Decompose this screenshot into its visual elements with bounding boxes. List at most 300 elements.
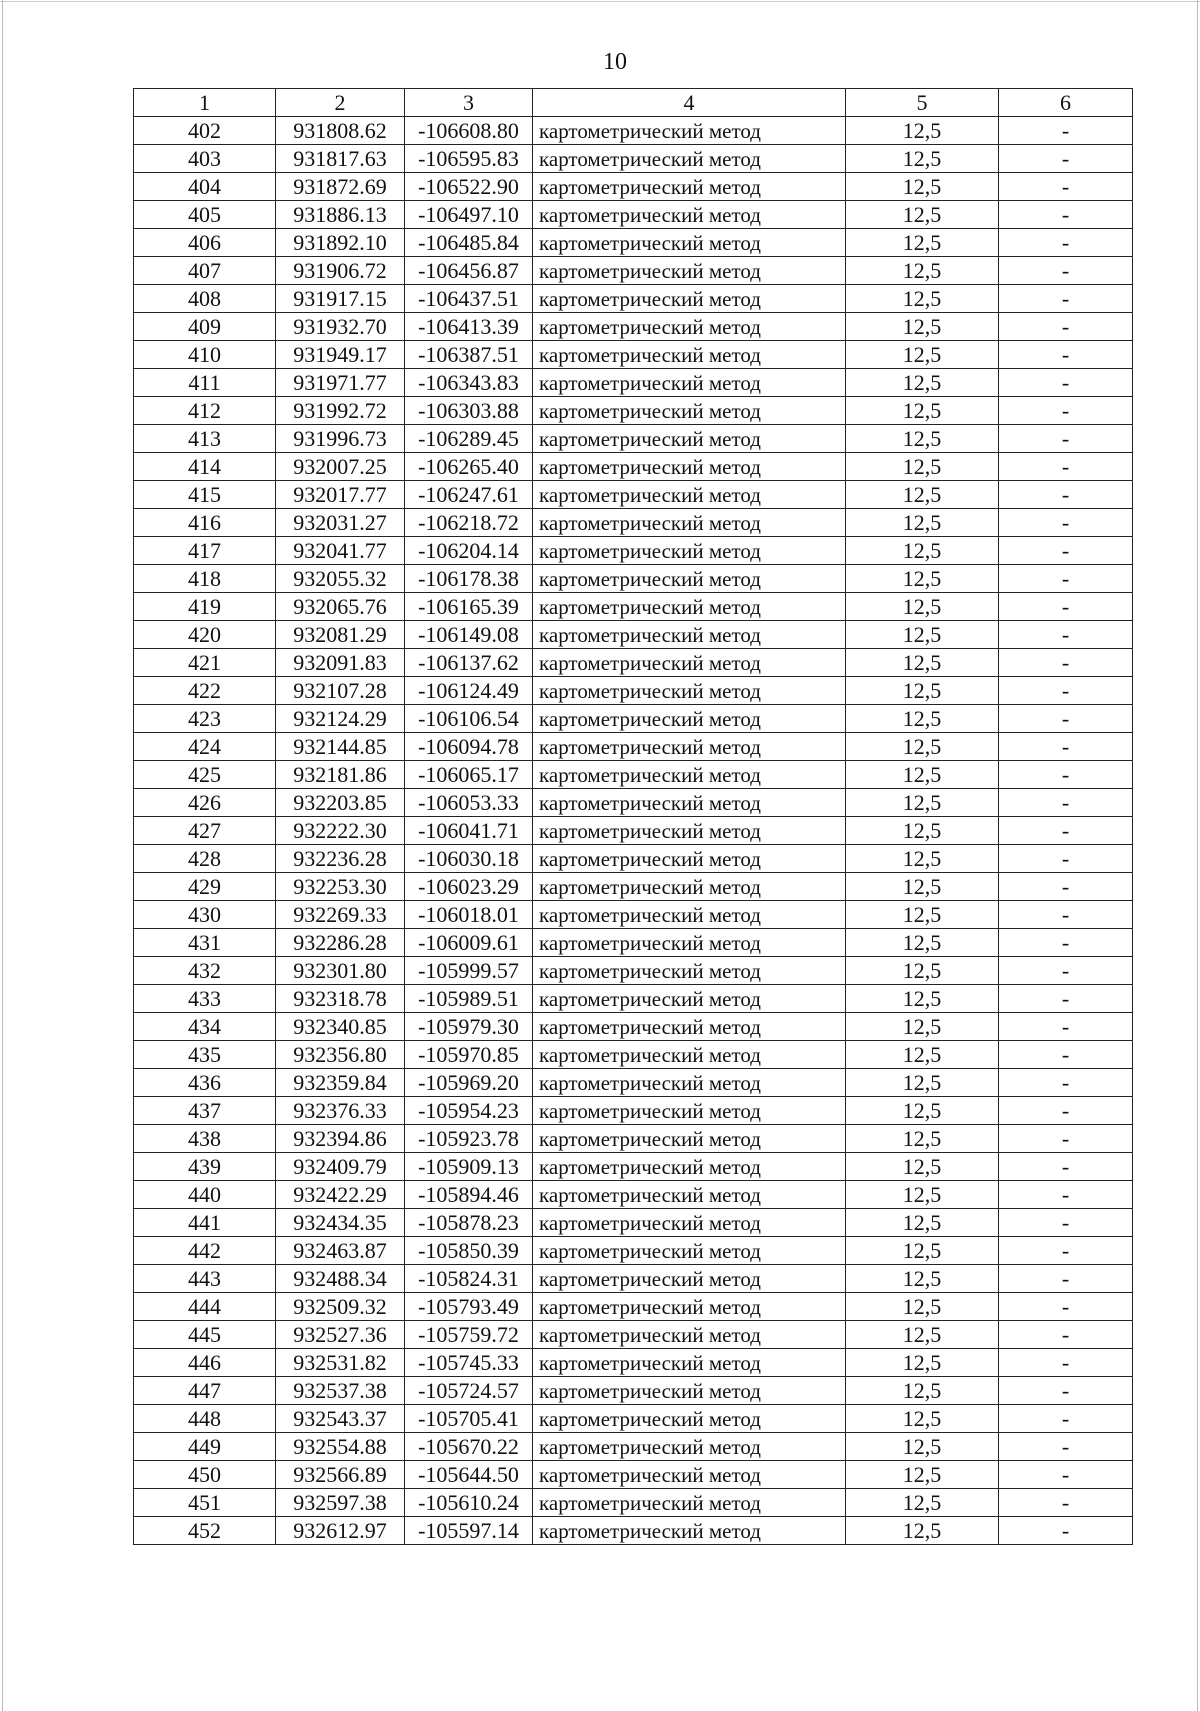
point-number-cell: 450 xyxy=(134,1461,276,1489)
table-row xyxy=(134,1489,1133,1517)
y-coordinate-cell: -106065.17 xyxy=(405,761,533,789)
x-coordinate-cell: 932007.25 xyxy=(276,453,405,481)
accuracy-cell: 12,5 xyxy=(846,1517,999,1545)
x-coordinate-cell: 932376.33 xyxy=(276,1097,405,1125)
accuracy-cell: 12,5 xyxy=(846,1069,999,1097)
method-cell: картометрический метод xyxy=(533,761,846,789)
y-coordinate-cell: -106165.39 xyxy=(405,593,533,621)
table-row xyxy=(134,789,1133,817)
table-row xyxy=(134,1433,1133,1461)
y-coordinate-cell: -105894.46 xyxy=(405,1181,533,1209)
method-cell: картометрический метод xyxy=(533,1237,846,1265)
y-coordinate-cell: -106009.61 xyxy=(405,929,533,957)
method-cell: картометрический метод xyxy=(533,1041,846,1069)
method-cell: картометрический метод xyxy=(533,1013,846,1041)
x-coordinate-cell: 932107.28 xyxy=(276,677,405,705)
accuracy-cell: 12,5 xyxy=(846,1377,999,1405)
note-cell: - xyxy=(999,1377,1133,1405)
x-coordinate-cell: 932543.37 xyxy=(276,1405,405,1433)
accuracy-cell: 12,5 xyxy=(846,1209,999,1237)
table-row xyxy=(134,565,1133,593)
x-coordinate-cell: 932612.97 xyxy=(276,1517,405,1545)
note-cell: - xyxy=(999,1321,1133,1349)
y-coordinate-cell: -106149.08 xyxy=(405,621,533,649)
table-row xyxy=(134,1265,1133,1293)
note-cell: - xyxy=(999,313,1133,341)
table-row xyxy=(134,1377,1133,1405)
x-coordinate-cell: 932269.33 xyxy=(276,901,405,929)
point-number-cell: 440 xyxy=(134,1181,276,1209)
point-number-cell: 432 xyxy=(134,957,276,985)
accuracy-cell: 12,5 xyxy=(846,677,999,705)
y-coordinate-cell: -105878.23 xyxy=(405,1209,533,1237)
point-number-cell: 409 xyxy=(134,313,276,341)
table-row xyxy=(134,173,1133,201)
table-row xyxy=(134,593,1133,621)
note-cell: - xyxy=(999,537,1133,565)
note-cell: - xyxy=(999,1069,1133,1097)
y-coordinate-cell: -105850.39 xyxy=(405,1237,533,1265)
x-coordinate-cell: 931932.70 xyxy=(276,313,405,341)
point-number-cell: 402 xyxy=(134,117,276,145)
column-header: 1 xyxy=(134,89,276,117)
y-coordinate-cell: -105724.57 xyxy=(405,1377,533,1405)
column-header: 6 xyxy=(999,89,1133,117)
note-cell: - xyxy=(999,985,1133,1013)
x-coordinate-cell: 932301.80 xyxy=(276,957,405,985)
note-cell: - xyxy=(999,929,1133,957)
x-coordinate-cell: 932091.83 xyxy=(276,649,405,677)
method-cell: картометрический метод xyxy=(533,1517,846,1545)
method-cell: картометрический метод xyxy=(533,789,846,817)
x-coordinate-cell: 932203.85 xyxy=(276,789,405,817)
method-cell: картометрический метод xyxy=(533,733,846,761)
y-coordinate-cell: -106137.62 xyxy=(405,649,533,677)
accuracy-cell: 12,5 xyxy=(846,845,999,873)
method-cell: картометрический метод xyxy=(533,985,846,1013)
table-row xyxy=(134,509,1133,537)
point-number-cell: 427 xyxy=(134,817,276,845)
point-number-cell: 445 xyxy=(134,1321,276,1349)
table-row xyxy=(134,313,1133,341)
table-row xyxy=(134,1349,1133,1377)
table-row xyxy=(134,845,1133,873)
point-number-cell: 408 xyxy=(134,285,276,313)
accuracy-cell: 12,5 xyxy=(846,929,999,957)
y-coordinate-cell: -106437.51 xyxy=(405,285,533,313)
x-coordinate-cell: 931906.72 xyxy=(276,257,405,285)
note-cell: - xyxy=(999,1237,1133,1265)
x-coordinate-cell: 932286.28 xyxy=(276,929,405,957)
point-number-cell: 406 xyxy=(134,229,276,257)
y-coordinate-cell: -106030.18 xyxy=(405,845,533,873)
y-coordinate-cell: -106456.87 xyxy=(405,257,533,285)
method-cell: картометрический метод xyxy=(533,285,846,313)
point-number-cell: 420 xyxy=(134,621,276,649)
x-coordinate-cell: 931886.13 xyxy=(276,201,405,229)
x-coordinate-cell: 931971.77 xyxy=(276,369,405,397)
table-row xyxy=(134,705,1133,733)
point-number-cell: 436 xyxy=(134,1069,276,1097)
y-coordinate-cell: -106106.54 xyxy=(405,705,533,733)
table-header-row xyxy=(134,89,1133,117)
y-coordinate-cell: -106041.71 xyxy=(405,817,533,845)
point-number-cell: 421 xyxy=(134,649,276,677)
table-row xyxy=(134,257,1133,285)
point-number-cell: 417 xyxy=(134,537,276,565)
method-cell: картометрический метод xyxy=(533,341,846,369)
point-number-cell: 448 xyxy=(134,1405,276,1433)
x-coordinate-cell: 932554.88 xyxy=(276,1433,405,1461)
note-cell: - xyxy=(999,621,1133,649)
method-cell: картометрический метод xyxy=(533,901,846,929)
point-number-cell: 405 xyxy=(134,201,276,229)
x-coordinate-cell: 932318.78 xyxy=(276,985,405,1013)
point-number-cell: 416 xyxy=(134,509,276,537)
accuracy-cell: 12,5 xyxy=(846,957,999,985)
method-cell: картометрический метод xyxy=(533,817,846,845)
accuracy-cell: 12,5 xyxy=(846,341,999,369)
accuracy-cell: 12,5 xyxy=(846,789,999,817)
point-number-cell: 449 xyxy=(134,1433,276,1461)
table-row xyxy=(134,901,1133,929)
accuracy-cell: 12,5 xyxy=(846,1265,999,1293)
method-cell: картометрический метод xyxy=(533,397,846,425)
table-row xyxy=(134,201,1133,229)
method-cell: картометрический метод xyxy=(533,1349,846,1377)
y-coordinate-cell: -106204.14 xyxy=(405,537,533,565)
note-cell: - xyxy=(999,1209,1133,1237)
method-cell: картометрический метод xyxy=(533,1293,846,1321)
accuracy-cell: 12,5 xyxy=(846,1489,999,1517)
point-number-cell: 424 xyxy=(134,733,276,761)
table-row xyxy=(134,1461,1133,1489)
method-cell: картометрический метод xyxy=(533,845,846,873)
point-number-cell: 442 xyxy=(134,1237,276,1265)
x-coordinate-cell: 932409.79 xyxy=(276,1153,405,1181)
note-cell: - xyxy=(999,1265,1133,1293)
accuracy-cell: 12,5 xyxy=(846,733,999,761)
method-cell: картометрический метод xyxy=(533,1265,846,1293)
point-number-cell: 452 xyxy=(134,1517,276,1545)
accuracy-cell: 12,5 xyxy=(846,705,999,733)
table-row xyxy=(134,873,1133,901)
x-coordinate-cell: 931872.69 xyxy=(276,173,405,201)
table-row xyxy=(134,1153,1133,1181)
column-header: 3 xyxy=(405,89,533,117)
method-cell: картометрический метод xyxy=(533,1433,846,1461)
note-cell: - xyxy=(999,565,1133,593)
note-cell: - xyxy=(999,257,1133,285)
note-cell: - xyxy=(999,957,1133,985)
y-coordinate-cell: -105970.85 xyxy=(405,1041,533,1069)
accuracy-cell: 12,5 xyxy=(846,1461,999,1489)
column-header: 2 xyxy=(276,89,405,117)
method-cell: картометрический метод xyxy=(533,537,846,565)
point-number-cell: 411 xyxy=(134,369,276,397)
y-coordinate-cell: -106053.33 xyxy=(405,789,533,817)
y-coordinate-cell: -106497.10 xyxy=(405,201,533,229)
table-row xyxy=(134,397,1133,425)
point-number-cell: 451 xyxy=(134,1489,276,1517)
note-cell: - xyxy=(999,453,1133,481)
table-row xyxy=(134,1209,1133,1237)
x-coordinate-cell: 932488.34 xyxy=(276,1265,405,1293)
y-coordinate-cell: -106018.01 xyxy=(405,901,533,929)
method-cell: картометрический метод xyxy=(533,1153,846,1181)
point-number-cell: 426 xyxy=(134,789,276,817)
accuracy-cell: 12,5 xyxy=(846,1321,999,1349)
y-coordinate-cell: -106094.78 xyxy=(405,733,533,761)
table-row xyxy=(134,1517,1133,1545)
accuracy-cell: 12,5 xyxy=(846,1041,999,1069)
y-coordinate-cell: -106387.51 xyxy=(405,341,533,369)
table-row xyxy=(134,1069,1133,1097)
x-coordinate-cell: 932222.30 xyxy=(276,817,405,845)
method-cell: картометрический метод xyxy=(533,621,846,649)
note-cell: - xyxy=(999,677,1133,705)
accuracy-cell: 12,5 xyxy=(846,1013,999,1041)
point-number-cell: 412 xyxy=(134,397,276,425)
note-cell: - xyxy=(999,425,1133,453)
x-coordinate-cell: 932434.35 xyxy=(276,1209,405,1237)
y-coordinate-cell: -106595.83 xyxy=(405,145,533,173)
y-coordinate-cell: -105909.13 xyxy=(405,1153,533,1181)
table-row xyxy=(134,1293,1133,1321)
accuracy-cell: 12,5 xyxy=(846,1125,999,1153)
x-coordinate-cell: 931992.72 xyxy=(276,397,405,425)
note-cell: - xyxy=(999,901,1133,929)
table-row xyxy=(134,285,1133,313)
note-cell: - xyxy=(999,229,1133,257)
accuracy-cell: 12,5 xyxy=(846,901,999,929)
point-number-cell: 419 xyxy=(134,593,276,621)
scan-top-edge xyxy=(0,1,1200,2)
method-cell: картометрический метод xyxy=(533,425,846,453)
y-coordinate-cell: -105989.51 xyxy=(405,985,533,1013)
y-coordinate-cell: -105969.20 xyxy=(405,1069,533,1097)
table-row xyxy=(134,985,1133,1013)
x-coordinate-cell: 931808.62 xyxy=(276,117,405,145)
accuracy-cell: 12,5 xyxy=(846,1097,999,1125)
note-cell: - xyxy=(999,593,1133,621)
table-row xyxy=(134,1097,1133,1125)
method-cell: картометрический метод xyxy=(533,229,846,257)
point-number-cell: 403 xyxy=(134,145,276,173)
note-cell: - xyxy=(999,173,1133,201)
table-row xyxy=(134,1041,1133,1069)
method-cell: картометрический метод xyxy=(533,1489,846,1517)
method-cell: картометрический метод xyxy=(533,1097,846,1125)
y-coordinate-cell: -105979.30 xyxy=(405,1013,533,1041)
point-number-cell: 414 xyxy=(134,453,276,481)
method-cell: картометрический метод xyxy=(533,173,846,201)
note-cell: - xyxy=(999,1293,1133,1321)
point-number-cell: 428 xyxy=(134,845,276,873)
x-coordinate-cell: 932236.28 xyxy=(276,845,405,873)
x-coordinate-cell: 932253.30 xyxy=(276,873,405,901)
accuracy-cell: 12,5 xyxy=(846,593,999,621)
accuracy-cell: 12,5 xyxy=(846,621,999,649)
scan-right-edge xyxy=(1197,0,1198,1711)
note-cell: - xyxy=(999,397,1133,425)
y-coordinate-cell: -105705.41 xyxy=(405,1405,533,1433)
accuracy-cell: 12,5 xyxy=(846,565,999,593)
y-coordinate-cell: -105759.72 xyxy=(405,1321,533,1349)
point-number-cell: 413 xyxy=(134,425,276,453)
y-coordinate-cell: -105745.33 xyxy=(405,1349,533,1377)
accuracy-cell: 12,5 xyxy=(846,173,999,201)
x-coordinate-cell: 932527.36 xyxy=(276,1321,405,1349)
table-row xyxy=(134,1405,1133,1433)
point-number-cell: 429 xyxy=(134,873,276,901)
table-row xyxy=(134,649,1133,677)
method-cell: картометрический метод xyxy=(533,1181,846,1209)
y-coordinate-cell: -105597.14 xyxy=(405,1517,533,1545)
y-coordinate-cell: -105923.78 xyxy=(405,1125,533,1153)
y-coordinate-cell: -106178.38 xyxy=(405,565,533,593)
accuracy-cell: 12,5 xyxy=(846,453,999,481)
note-cell: - xyxy=(999,117,1133,145)
note-cell: - xyxy=(999,1125,1133,1153)
y-coordinate-cell: -106522.90 xyxy=(405,173,533,201)
point-number-cell: 425 xyxy=(134,761,276,789)
table-row xyxy=(134,1237,1133,1265)
point-number-cell: 447 xyxy=(134,1377,276,1405)
accuracy-cell: 12,5 xyxy=(846,285,999,313)
coordinates-table xyxy=(133,88,1133,1545)
y-coordinate-cell: -106485.84 xyxy=(405,229,533,257)
method-cell: картометрический метод xyxy=(533,369,846,397)
point-number-cell: 404 xyxy=(134,173,276,201)
x-coordinate-cell: 932181.86 xyxy=(276,761,405,789)
y-coordinate-cell: -106303.88 xyxy=(405,397,533,425)
method-cell: картометрический метод xyxy=(533,1209,846,1237)
accuracy-cell: 12,5 xyxy=(846,985,999,1013)
accuracy-cell: 12,5 xyxy=(846,649,999,677)
y-coordinate-cell: -106265.40 xyxy=(405,453,533,481)
x-coordinate-cell: 932509.32 xyxy=(276,1293,405,1321)
y-coordinate-cell: -105824.31 xyxy=(405,1265,533,1293)
accuracy-cell: 12,5 xyxy=(846,1181,999,1209)
y-coordinate-cell: -106247.61 xyxy=(405,481,533,509)
point-number-cell: 407 xyxy=(134,257,276,285)
x-coordinate-cell: 932124.29 xyxy=(276,705,405,733)
table-row xyxy=(134,1125,1133,1153)
x-coordinate-cell: 932340.85 xyxy=(276,1013,405,1041)
method-cell: картометрический метод xyxy=(533,117,846,145)
method-cell: картометрический метод xyxy=(533,705,846,733)
note-cell: - xyxy=(999,285,1133,313)
method-cell: картометрический метод xyxy=(533,1377,846,1405)
method-cell: картометрический метод xyxy=(533,593,846,621)
note-cell: - xyxy=(999,817,1133,845)
table-row xyxy=(134,1013,1133,1041)
table-row xyxy=(134,537,1133,565)
scan-left-edge xyxy=(2,0,3,1711)
table-row xyxy=(134,481,1133,509)
x-coordinate-cell: 932537.38 xyxy=(276,1377,405,1405)
accuracy-cell: 12,5 xyxy=(846,145,999,173)
point-number-cell: 410 xyxy=(134,341,276,369)
point-number-cell: 433 xyxy=(134,985,276,1013)
method-cell: картометрический метод xyxy=(533,1405,846,1433)
note-cell: - xyxy=(999,1461,1133,1489)
note-cell: - xyxy=(999,1041,1133,1069)
method-cell: картометрический метод xyxy=(533,313,846,341)
table-row xyxy=(134,425,1133,453)
y-coordinate-cell: -106124.49 xyxy=(405,677,533,705)
table-row xyxy=(134,117,1133,145)
table-row xyxy=(134,957,1133,985)
accuracy-cell: 12,5 xyxy=(846,1405,999,1433)
accuracy-cell: 12,5 xyxy=(846,817,999,845)
table-row xyxy=(134,621,1133,649)
note-cell: - xyxy=(999,705,1133,733)
table-row xyxy=(134,761,1133,789)
point-number-cell: 434 xyxy=(134,1013,276,1041)
table-row xyxy=(134,733,1133,761)
accuracy-cell: 12,5 xyxy=(846,537,999,565)
point-number-cell: 415 xyxy=(134,481,276,509)
point-number-cell: 431 xyxy=(134,929,276,957)
accuracy-cell: 12,5 xyxy=(846,397,999,425)
x-coordinate-cell: 932065.76 xyxy=(276,593,405,621)
method-cell: картометрический метод xyxy=(533,257,846,285)
point-number-cell: 439 xyxy=(134,1153,276,1181)
note-cell: - xyxy=(999,649,1133,677)
page-number: 10 xyxy=(603,49,627,75)
note-cell: - xyxy=(999,1181,1133,1209)
y-coordinate-cell: -105670.22 xyxy=(405,1433,533,1461)
y-coordinate-cell: -105644.50 xyxy=(405,1461,533,1489)
table-row xyxy=(134,929,1133,957)
x-coordinate-cell: 932359.84 xyxy=(276,1069,405,1097)
note-cell: - xyxy=(999,1349,1133,1377)
method-cell: картометрический метод xyxy=(533,1069,846,1097)
point-number-cell: 443 xyxy=(134,1265,276,1293)
x-coordinate-cell: 932566.89 xyxy=(276,1461,405,1489)
y-coordinate-cell: -106608.80 xyxy=(405,117,533,145)
method-cell: картометрический метод xyxy=(533,201,846,229)
note-cell: - xyxy=(999,145,1133,173)
y-coordinate-cell: -106343.83 xyxy=(405,369,533,397)
x-coordinate-cell: 932394.86 xyxy=(276,1125,405,1153)
x-coordinate-cell: 931817.63 xyxy=(276,145,405,173)
point-number-cell: 437 xyxy=(134,1097,276,1125)
accuracy-cell: 12,5 xyxy=(846,1433,999,1461)
accuracy-cell: 12,5 xyxy=(846,1349,999,1377)
accuracy-cell: 12,5 xyxy=(846,1153,999,1181)
note-cell: - xyxy=(999,761,1133,789)
accuracy-cell: 12,5 xyxy=(846,201,999,229)
accuracy-cell: 12,5 xyxy=(846,313,999,341)
y-coordinate-cell: -105610.24 xyxy=(405,1489,533,1517)
y-coordinate-cell: -106218.72 xyxy=(405,509,533,537)
method-cell: картометрический метод xyxy=(533,453,846,481)
method-cell: картометрический метод xyxy=(533,509,846,537)
method-cell: картометрический метод xyxy=(533,1461,846,1489)
note-cell: - xyxy=(999,789,1133,817)
note-cell: - xyxy=(999,873,1133,901)
x-coordinate-cell: 932422.29 xyxy=(276,1181,405,1209)
method-cell: картометрический метод xyxy=(533,481,846,509)
method-cell: картометрический метод xyxy=(533,677,846,705)
note-cell: - xyxy=(999,1405,1133,1433)
point-number-cell: 441 xyxy=(134,1209,276,1237)
x-coordinate-cell: 932081.29 xyxy=(276,621,405,649)
method-cell: картометрический метод xyxy=(533,873,846,901)
